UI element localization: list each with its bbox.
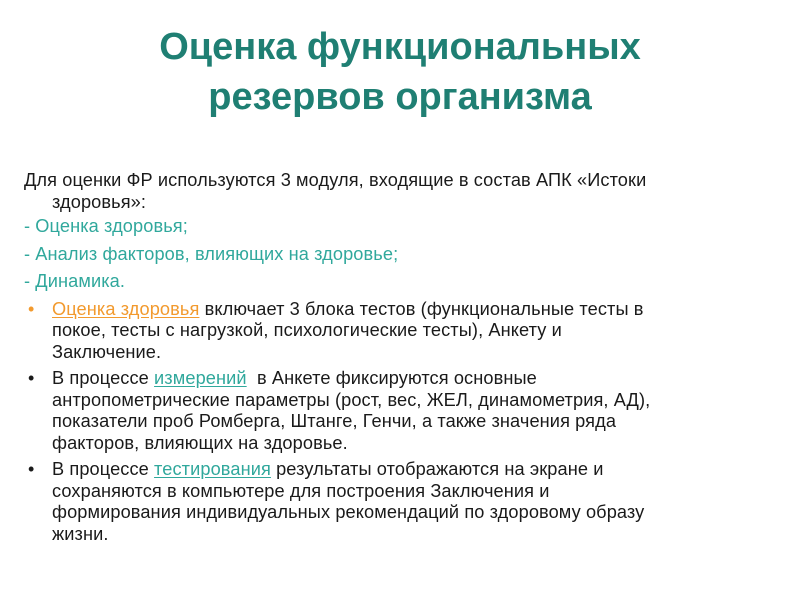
bullet-1-line-1 [52, 299, 784, 321]
bullet-item-measurements [24, 368, 784, 454]
bullet-3-prefix: В процессе [52, 459, 155, 479]
page-title-line-1: Оценка функциональных [159, 26, 641, 68]
bullet-icon: • [28, 368, 35, 388]
module-item-dynamics: - Динамика. [24, 271, 126, 291]
bullet-list [24, 299, 784, 546]
bullet-2-prefix: В процессе [52, 368, 155, 388]
bullet-item-health-assessment [24, 299, 784, 364]
intro-line-2: здоровья»: [52, 191, 147, 212]
bullet-2-line-1 [52, 368, 784, 390]
bullet-3-line-2: сохраняются в компьютере для построения Заключения и [52, 480, 550, 501]
bullet-3-line-4: жизни. [52, 523, 109, 544]
bullet-2-line-4: факторов, влияющих на здоровье. [52, 432, 348, 453]
module-item-factor-analysis: - Анализ факторов, влияющих на здоровье; [24, 243, 399, 264]
bullet-2-line-3: показатели проб Ромберга, Штанге, Генчи, а также значения ряда [52, 411, 617, 431]
measurements-link[interactable]: измерений [154, 368, 247, 388]
bullet-3-line-3: формирования индивидуальных рекомендаций по здоровому образу [52, 502, 645, 522]
slide-body [24, 170, 784, 550]
page-title [0, 22, 800, 122]
bullet-2-line-2: антропометрические параметры (рост, вес, ЖЕЛ, динамометрия, АД), [52, 389, 651, 410]
intro-line-1: Для оценки ФР используются 3 модуля, входящие в состав АПК «Истоки [24, 170, 647, 190]
bullet-2-line-1-text: в Анкете фиксируются основные [246, 368, 537, 388]
bullet-icon: • [28, 298, 35, 319]
bullet-1-line-1-text: включает 3 блока тестов (функциональные тесты в [199, 298, 644, 319]
bullet-3-line-1-text: результаты отображаются на экране и [270, 459, 604, 479]
bullet-icon: • [28, 459, 35, 479]
testing-link[interactable]: тестирования [154, 459, 271, 479]
bullet-item-testing [24, 459, 784, 545]
intro-paragraph [24, 170, 784, 213]
module-item-health-assessment: - Оценка здоровья; [24, 216, 188, 236]
bullet-3-line-1 [52, 459, 784, 481]
bullet-1-line-3: Заключение. [52, 341, 162, 362]
health-assessment-link[interactable]: Оценка здоровья [52, 298, 200, 319]
page-title-line-2: резервов организма [208, 76, 592, 118]
bullet-1-line-2: покое, тесты с нагрузкой, психологические тесты), Анкету и [52, 320, 562, 340]
